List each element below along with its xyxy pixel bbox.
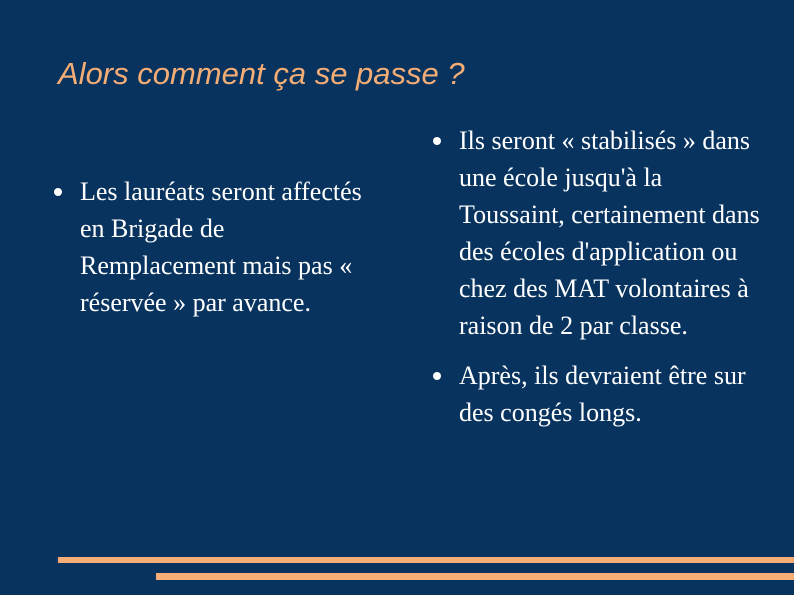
bullet-item <box>433 122 768 344</box>
slide-title: Alors comment ça se passe ? <box>58 56 465 91</box>
bullet-item <box>54 173 374 321</box>
bullet-text: Les lauréats seront affectés en Brigade de Remplacement mais pas « réservée » par avance. <box>80 177 362 317</box>
bullet-text: Après, ils devraient être sur des congés longs. <box>459 361 746 427</box>
bullet-icon <box>54 188 62 196</box>
bullet-text: Ils seront « stabilisés » dans une école jusqu'à la Toussaint, certainement dans des écoles d'application ou chez des MAT volontaires à raison de 2 par classe. <box>459 126 760 340</box>
decorative-rule-top <box>58 557 794 563</box>
left-column <box>54 173 374 321</box>
bullet-icon <box>433 372 441 380</box>
decorative-rule-bottom <box>156 573 794 580</box>
bullet-icon <box>433 137 441 145</box>
right-column <box>433 122 768 431</box>
bullet-item <box>433 357 768 431</box>
